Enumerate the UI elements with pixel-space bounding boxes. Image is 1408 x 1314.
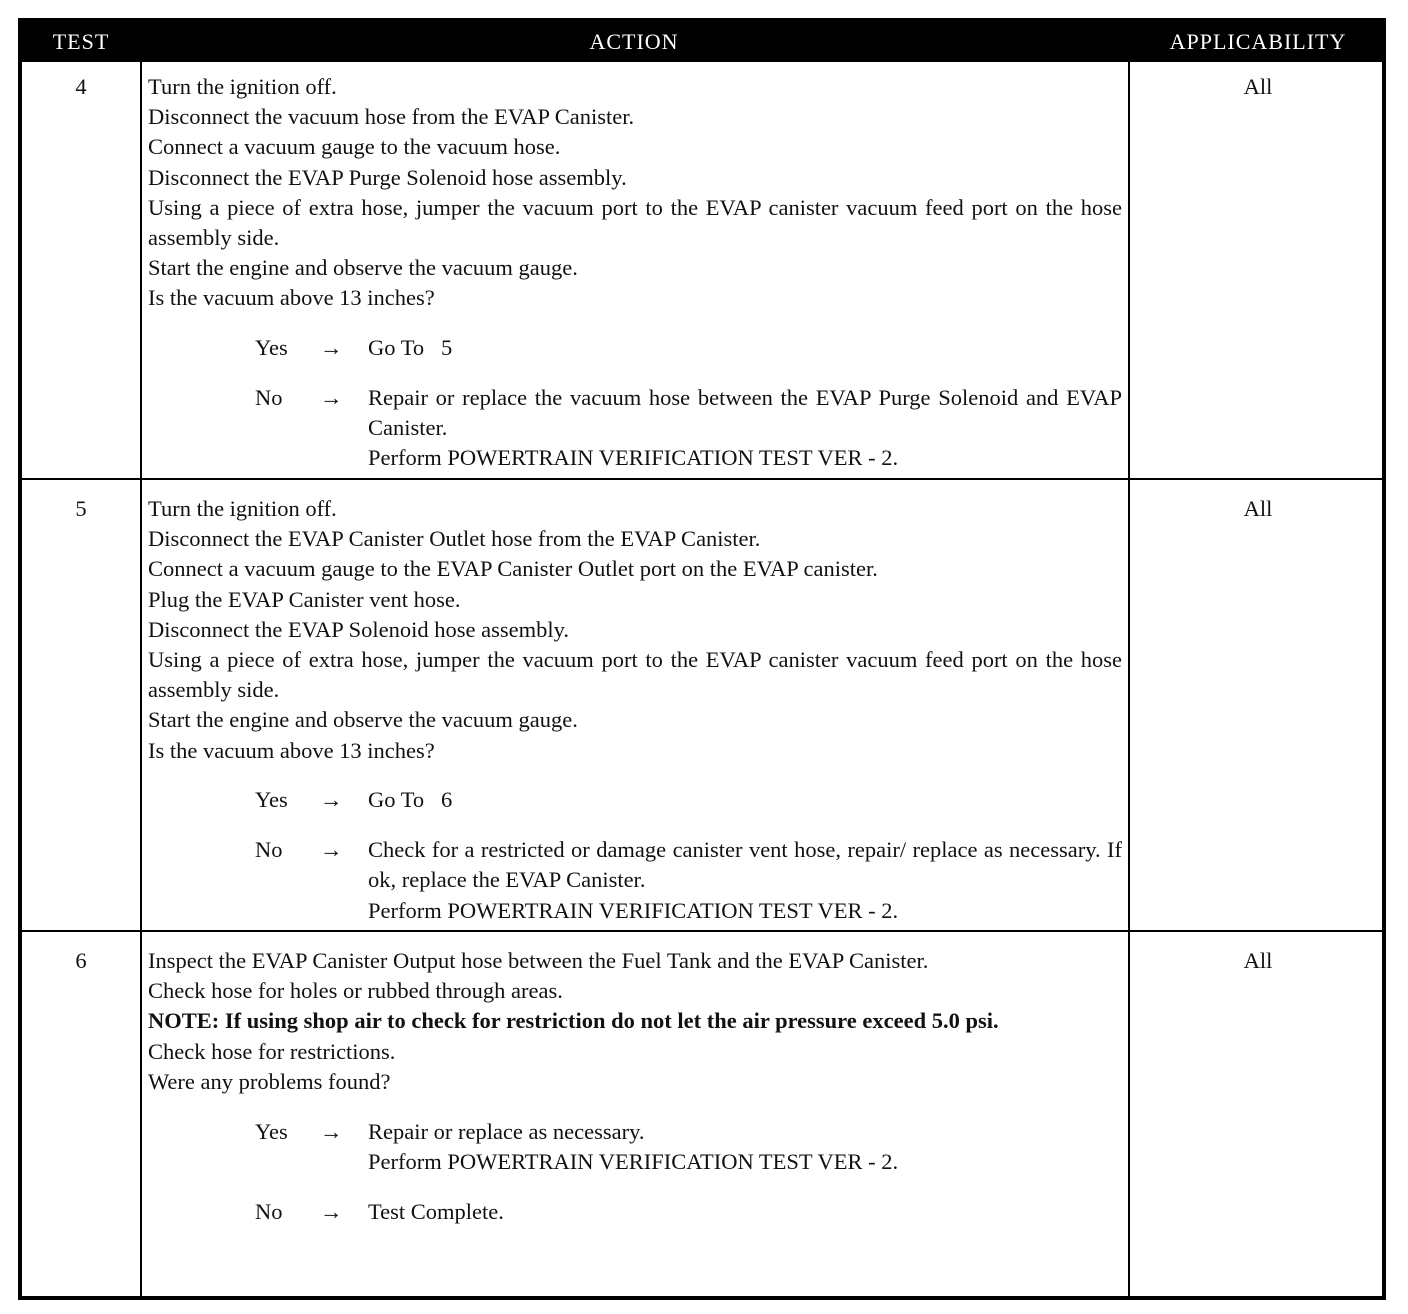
no-result: Perform POWERTRAIN VERIFICATION TEST VER - 2. bbox=[368, 445, 899, 471]
action-step: Were any problems found? bbox=[148, 1068, 391, 1094]
no-label: No bbox=[255, 385, 283, 411]
action-cell bbox=[148, 494, 1122, 926]
action-cell bbox=[148, 72, 1122, 474]
yes-result: Repair or replace as necessary. bbox=[368, 1118, 645, 1144]
no-answer bbox=[148, 1197, 1122, 1227]
no-result: Check for a restricted or damage canister vent hose, repair/ replace as necessary. If ok, replace the EVAP Canister. bbox=[368, 837, 1122, 893]
yes-result: Perform POWERTRAIN VERIFICATION TEST VER - 2. bbox=[368, 1148, 899, 1174]
no-result: Repair or replace the vacuum hose between the EVAP Purge Solenoid and EVAP Canister. bbox=[368, 385, 1122, 441]
table-header bbox=[22, 22, 1382, 62]
arrow-icon: → bbox=[320, 335, 343, 361]
action-step: Connect a vacuum gauge to the vacuum hose. bbox=[148, 134, 561, 160]
arrow-icon: → bbox=[320, 787, 343, 813]
yes-answer bbox=[148, 785, 1122, 815]
yes-label: Yes bbox=[255, 335, 288, 361]
no-answer bbox=[148, 835, 1122, 926]
action-step: Disconnect the EVAP Canister Outlet hose from the EVAP Canister. bbox=[148, 526, 761, 552]
action-step: Check hose for restrictions. bbox=[148, 1038, 396, 1064]
test-number: 6 bbox=[75, 948, 87, 973]
row-divider bbox=[22, 478, 1382, 480]
no-result: Perform POWERTRAIN VERIFICATION TEST VER - 2. bbox=[368, 897, 899, 923]
action-step: Turn the ignition off. bbox=[148, 496, 337, 521]
action-step: Disconnect the EVAP Purge Solenoid hose assembly. bbox=[148, 164, 627, 190]
column-divider-applicability bbox=[1128, 62, 1130, 1296]
row-divider bbox=[22, 930, 1382, 932]
arrow-icon: → bbox=[320, 385, 343, 411]
applicability-cell: All bbox=[1243, 948, 1273, 973]
yes-label: Yes bbox=[255, 787, 288, 813]
no-result: Test Complete. bbox=[368, 1198, 504, 1224]
action-step: Disconnect the vacuum hose from the EVAP Canister. bbox=[148, 104, 635, 130]
action-step: Check hose for holes or rubbed through areas. bbox=[148, 978, 563, 1004]
test-number: 4 bbox=[75, 74, 87, 99]
note-text: NOTE: If using shop air to check for restriction do not let the air pressure exceed 5.0 psi. bbox=[148, 1008, 999, 1034]
header-applicability: APPLICABILITY bbox=[1169, 29, 1347, 54]
no-answer bbox=[148, 383, 1122, 474]
action-cell bbox=[148, 946, 1122, 1227]
action-step: Plug the EVAP Canister vent hose. bbox=[148, 586, 461, 612]
arrow-icon: → bbox=[320, 1198, 343, 1224]
applicability-cell: All bbox=[1243, 74, 1273, 99]
yes-answer bbox=[148, 333, 1122, 363]
action-step: Start the engine and observe the vacuum gauge. bbox=[148, 707, 578, 733]
yes-result: Go To 6 bbox=[368, 787, 453, 813]
action-step: Start the engine and observe the vacuum gauge. bbox=[148, 255, 578, 281]
column-divider-test bbox=[140, 62, 142, 1296]
yes-result: Go To 5 bbox=[368, 335, 453, 361]
yes-answer bbox=[148, 1117, 1122, 1177]
action-step: Connect a vacuum gauge to the EVAP Canister Outlet port on the EVAP canister. bbox=[148, 556, 878, 582]
action-step: Inspect the EVAP Canister Output hose between the Fuel Tank and the EVAP Canister. bbox=[148, 948, 929, 973]
applicability-cell: All bbox=[1243, 496, 1273, 521]
action-step: Is the vacuum above 13 inches? bbox=[148, 285, 435, 311]
action-step: Is the vacuum above 13 inches? bbox=[148, 737, 435, 763]
no-label: No bbox=[255, 837, 283, 863]
header-test: TEST bbox=[52, 29, 110, 54]
action-step: Disconnect the EVAP Solenoid hose assembly. bbox=[148, 616, 569, 642]
action-step: Using a piece of extra hose, jumper the vacuum port to the EVAP canister vacuum feed port on the hose assembly side. bbox=[148, 647, 1122, 703]
test-number: 5 bbox=[75, 496, 87, 521]
arrow-icon: → bbox=[320, 837, 343, 863]
diagnostic-table bbox=[18, 18, 1386, 1300]
arrow-icon: → bbox=[320, 1118, 343, 1144]
header-action: ACTION bbox=[589, 29, 679, 54]
no-label: No bbox=[255, 1198, 283, 1224]
action-step: Turn the ignition off. bbox=[148, 74, 337, 99]
yes-label: Yes bbox=[255, 1118, 288, 1144]
action-step: Using a piece of extra hose, jumper the vacuum port to the EVAP canister vacuum feed port on the hose assembly side. bbox=[148, 194, 1122, 251]
